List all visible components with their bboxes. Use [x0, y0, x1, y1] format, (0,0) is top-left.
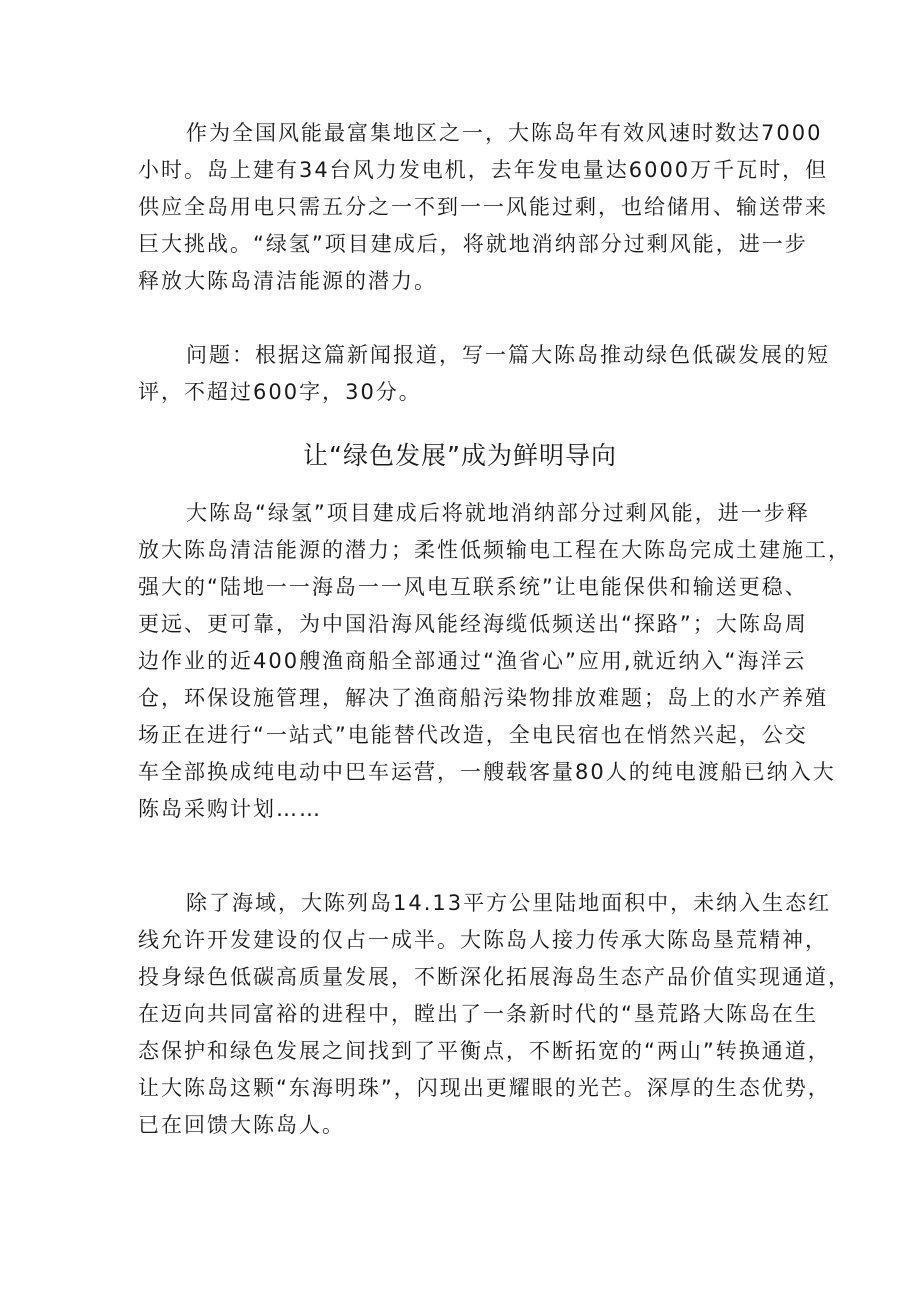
text-line: 已在回馈大陈岛人。: [138, 1113, 345, 1137]
essay-paragraph-1: [138, 495, 851, 828]
essay-title: 让“绿色发展”成为鲜明导向: [303, 441, 617, 470]
text-line: 边作业的近400艘渔商船全部通过“渔省心”应用,就近纳入“海洋云: [138, 649, 807, 673]
text-line: 释放大陈岛清洁能源的潜力。: [138, 269, 437, 293]
text-line: 仓，环保设施管理，解决了渔商船污染物排放难题；岛上的水产养殖: [138, 686, 828, 710]
text-line: 陈岛采购计划……: [138, 797, 322, 821]
text-line: 除了海域，大陈列岛14.13平方公里陆地面积中，未纳入生态红: [186, 891, 832, 915]
text-line: 作为全国风能最富集地区之一，大陈岛年有效风速时数达7000: [186, 121, 823, 145]
text-line: 强大的“陆地一一海岛一一风电互联系统”让电能保供和输送更稳、: [138, 575, 808, 599]
text-line: 场正在进行“一站式”电能替代改造，全电民宿也在悄然兴起，公交: [138, 723, 808, 747]
text-line: 线允许开发建设的仅占一成半。大陈岛人接力传承大陈岛垦荒精神，: [138, 928, 828, 952]
text-line: 车全部换成纯电动中巴车运营，一艘载客量80人的纯电渡船已纳入大: [138, 760, 836, 784]
essay-paragraph-2: [138, 885, 851, 1144]
text-line: 小时。岛上建有34台风力发电机，去年发电量达6000万千瓦时，但: [138, 158, 829, 182]
text-line: 投身绿色低碳高质量发展，不断深化拓展海岛生态产品价值实现通道，: [138, 965, 851, 989]
text-line: 更远、更可靠，为中国沿海风能经海缆低频送出“探路”；大陈岛周: [138, 612, 808, 636]
text-line: 放大陈岛清洁能源的潜力；柔性低频输电工程在大陈岛完成土建施工，: [138, 538, 851, 562]
intro-paragraph: [138, 115, 829, 300]
text-line: 大陈岛“绿氢”项目建成后将就地消纳部分过剩风能，进一步释: [186, 501, 810, 525]
question-paragraph: [138, 337, 830, 411]
text-line: 问题：根据这篇新闻报道，写一篇大陈岛推动绿色低碳发展的短: [186, 343, 830, 367]
text-line: 评，不超过600字，30分。: [138, 380, 422, 404]
text-line: 让大陈岛这颗“东海明珠”，闪现出更耀眼的光芒。深厚的生态优势，: [138, 1076, 831, 1100]
text-line: 供应全岛用电只需五分之一不到一一风能过剩，也给储用、输送带来: [138, 195, 828, 219]
text-line: 态保护和绿色发展之间找到了平衡点，不断拓宽的“两山”转换通道，: [138, 1039, 831, 1063]
text-line: 在迈向共同富裕的进程中，瞠出了一条新时代的“垦荒路大陈岛在生: [138, 1002, 818, 1026]
text-line: 巨大挑战。“绿氢”项目建成后，将就地消纳部分过剩风能，进一步: [138, 232, 808, 256]
